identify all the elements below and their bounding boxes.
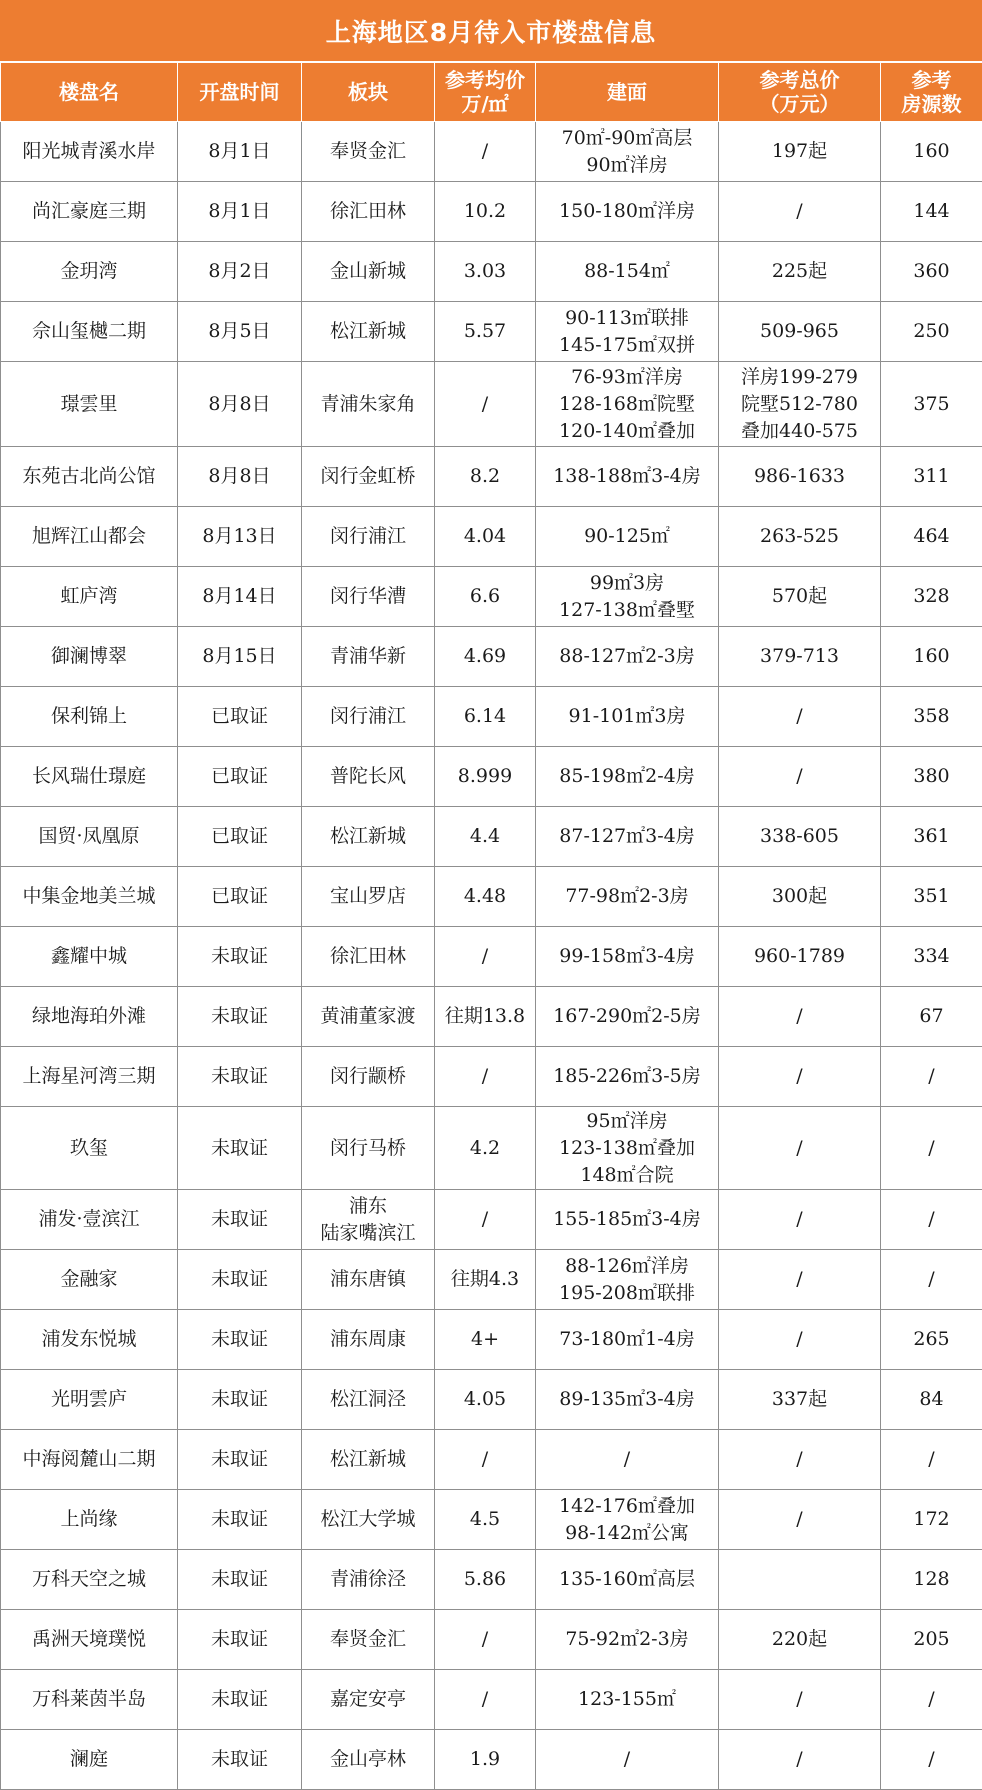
cell-avg-price: 4+ — [435, 1310, 536, 1370]
table-row — [1, 867, 982, 927]
cell-open-date: 已取证 — [178, 867, 302, 927]
cell-total-price: / — [719, 1107, 881, 1190]
cell-district: 徐汇田林 — [302, 927, 435, 987]
cell-total-price — [719, 1550, 881, 1610]
cell-project-name: 尚汇豪庭三期 — [1, 182, 178, 242]
table-row — [1, 507, 982, 567]
cell-project-name: 御澜博翠 — [1, 627, 178, 687]
cell-total-price: / — [719, 1250, 881, 1310]
cell-total-price: 338-605 — [719, 807, 881, 867]
cell-unit-count: / — [881, 1047, 982, 1107]
cell-open-date: 未取证 — [178, 927, 302, 987]
cell-open-date: 未取证 — [178, 1730, 302, 1790]
cell-project-name: 佘山玺樾二期 — [1, 302, 178, 362]
cell-open-date: 未取证 — [178, 1310, 302, 1370]
cell-project-name: 澜庭 — [1, 1730, 178, 1790]
cell-avg-price: 往期13.8 — [435, 987, 536, 1047]
cell-open-date: 未取证 — [178, 1047, 302, 1107]
cell-avg-price: 5.57 — [435, 302, 536, 362]
cell-floor-area: 88-154㎡ — [536, 242, 719, 302]
cell-unit-count: / — [881, 1670, 982, 1730]
cell-open-date: 未取证 — [178, 1430, 302, 1490]
table-row — [1, 447, 982, 507]
cell-unit-count: 358 — [881, 687, 982, 747]
cell-unit-count: 328 — [881, 567, 982, 627]
cell-total-price: / — [719, 747, 881, 807]
header-floor-area: 建面 — [536, 63, 719, 122]
cell-floor-area: 73-180㎡1-4房 — [536, 1310, 719, 1370]
cell-project-name: 璟雲里 — [1, 362, 178, 447]
table-row — [1, 627, 982, 687]
cell-floor-area: 167-290㎡2-5房 — [536, 987, 719, 1047]
cell-floor-area: 185-226㎡3-5房 — [536, 1047, 719, 1107]
cell-floor-area: 123-155㎡ — [536, 1670, 719, 1730]
cell-open-date: 未取证 — [178, 987, 302, 1047]
cell-unit-count: 265 — [881, 1310, 982, 1370]
cell-floor-area: 150-180㎡洋房 — [536, 182, 719, 242]
cell-open-date: 未取证 — [178, 1670, 302, 1730]
cell-avg-price: / — [435, 1670, 536, 1730]
cell-avg-price: / — [435, 927, 536, 987]
header-row — [1, 63, 982, 122]
table-row — [1, 1430, 982, 1490]
cell-unit-count: 334 — [881, 927, 982, 987]
cell-district: 松江新城 — [302, 1430, 435, 1490]
cell-project-name: 保利锦上 — [1, 687, 178, 747]
cell-avg-price: / — [435, 1047, 536, 1107]
cell-floor-area: 99-158㎡3-4房 — [536, 927, 719, 987]
cell-total-price: 986-1633 — [719, 447, 881, 507]
table-row — [1, 1550, 982, 1610]
cell-open-date: 8月1日 — [178, 122, 302, 182]
cell-project-name: 东苑古北尚公馆 — [1, 447, 178, 507]
cell-unit-count: 172 — [881, 1490, 982, 1550]
cell-district: 浦东周康 — [302, 1310, 435, 1370]
cell-unit-count: / — [881, 1430, 982, 1490]
cell-total-price: 379-713 — [719, 627, 881, 687]
header-unit-count: 参考 房源数 — [881, 63, 982, 122]
cell-floor-area: 99㎡3房 127-138㎡叠墅 — [536, 567, 719, 627]
cell-open-date: 未取证 — [178, 1250, 302, 1310]
table-row — [1, 362, 982, 447]
cell-avg-price: 4.69 — [435, 627, 536, 687]
cell-project-name: 绿地海珀外滩 — [1, 987, 178, 1047]
cell-project-name: 金融家 — [1, 1250, 178, 1310]
table-row — [1, 987, 982, 1047]
cell-project-name: 玖玺 — [1, 1107, 178, 1190]
cell-project-name: 长风瑞仕璟庭 — [1, 747, 178, 807]
cell-total-price: 220起 — [719, 1610, 881, 1670]
cell-total-price: 570起 — [719, 567, 881, 627]
cell-district: 金山新城 — [302, 242, 435, 302]
cell-floor-area: 77-98㎡2-3房 — [536, 867, 719, 927]
cell-total-price: 263-525 — [719, 507, 881, 567]
header-open-date: 开盘时间 — [178, 63, 302, 122]
cell-district: 黄浦董家渡 — [302, 987, 435, 1047]
cell-floor-area: 87-127㎡3-4房 — [536, 807, 719, 867]
cell-project-name: 万科莱茵半岛 — [1, 1670, 178, 1730]
cell-open-date: 未取证 — [178, 1370, 302, 1430]
cell-avg-price: 1.9 — [435, 1730, 536, 1790]
cell-unit-count: 160 — [881, 627, 982, 687]
cell-unit-count: 205 — [881, 1610, 982, 1670]
cell-avg-price: 4.05 — [435, 1370, 536, 1430]
cell-floor-area: 91-101㎡3房 — [536, 687, 719, 747]
cell-avg-price: 6.14 — [435, 687, 536, 747]
cell-project-name: 上海星河湾三期 — [1, 1047, 178, 1107]
cell-unit-count: 311 — [881, 447, 982, 507]
cell-unit-count: 128 — [881, 1550, 982, 1610]
cell-total-price: 337起 — [719, 1370, 881, 1430]
table-row — [1, 807, 982, 867]
cell-open-date: 已取证 — [178, 687, 302, 747]
cell-open-date: 未取证 — [178, 1490, 302, 1550]
table-title: 上海地区8月待入市楼盘信息 — [0, 0, 982, 62]
cell-district: 闵行金虹桥 — [302, 447, 435, 507]
cell-unit-count: 380 — [881, 747, 982, 807]
cell-unit-count: 250 — [881, 302, 982, 362]
cell-unit-count: / — [881, 1250, 982, 1310]
cell-avg-price: 4.4 — [435, 807, 536, 867]
cell-project-name: 鑫耀中城 — [1, 927, 178, 987]
cell-open-date: 未取证 — [178, 1610, 302, 1670]
cell-district: 青浦徐泾 — [302, 1550, 435, 1610]
cell-open-date: 未取证 — [178, 1190, 302, 1250]
cell-total-price: / — [719, 687, 881, 747]
cell-unit-count: 84 — [881, 1370, 982, 1430]
cell-unit-count: 67 — [881, 987, 982, 1047]
cell-district: 奉贤金汇 — [302, 122, 435, 182]
cell-floor-area: 138-188㎡3-4房 — [536, 447, 719, 507]
cell-open-date: 8月2日 — [178, 242, 302, 302]
cell-avg-price: 10.2 — [435, 182, 536, 242]
table-row — [1, 242, 982, 302]
cell-district: 浦东唐镇 — [302, 1250, 435, 1310]
cell-unit-count: 360 — [881, 242, 982, 302]
cell-floor-area: 95㎡洋房 123-138㎡叠加 148㎡合院 — [536, 1107, 719, 1190]
cell-avg-price: / — [435, 1430, 536, 1490]
cell-avg-price: 往期4.3 — [435, 1250, 536, 1310]
cell-district: 金山亭林 — [302, 1730, 435, 1790]
cell-avg-price: 4.48 — [435, 867, 536, 927]
header-project-name: 楼盘名 — [1, 63, 178, 122]
cell-district: 青浦华新 — [302, 627, 435, 687]
cell-total-price: 960-1789 — [719, 927, 881, 987]
cell-project-name: 国贸·凤凰原 — [1, 807, 178, 867]
cell-avg-price: / — [435, 362, 536, 447]
table-row — [1, 1250, 982, 1310]
cell-open-date: 已取证 — [178, 807, 302, 867]
cell-unit-count: 375 — [881, 362, 982, 447]
cell-avg-price: 6.6 — [435, 567, 536, 627]
cell-unit-count: 361 — [881, 807, 982, 867]
cell-project-name: 金玥湾 — [1, 242, 178, 302]
table-row — [1, 567, 982, 627]
cell-avg-price: 4.5 — [435, 1490, 536, 1550]
cell-floor-area: 135-160㎡高层 — [536, 1550, 719, 1610]
cell-total-price: 225起 — [719, 242, 881, 302]
cell-project-name: 虹庐湾 — [1, 567, 178, 627]
table-row — [1, 927, 982, 987]
table-row — [1, 687, 982, 747]
cell-open-date: 8月13日 — [178, 507, 302, 567]
cell-project-name: 旭辉江山都会 — [1, 507, 178, 567]
cell-total-price: / — [719, 1047, 881, 1107]
cell-project-name: 上尚缘 — [1, 1490, 178, 1550]
cell-avg-price: 8.2 — [435, 447, 536, 507]
cell-district: 奉贤金汇 — [302, 1610, 435, 1670]
cell-project-name: 万科天空之城 — [1, 1550, 178, 1610]
table-row — [1, 1610, 982, 1670]
cell-avg-price: 5.86 — [435, 1550, 536, 1610]
cell-district: 闵行浦江 — [302, 687, 435, 747]
cell-unit-count: 351 — [881, 867, 982, 927]
table-row — [1, 1370, 982, 1430]
cell-total-price: / — [719, 182, 881, 242]
cell-unit-count: / — [881, 1190, 982, 1250]
table-row — [1, 1490, 982, 1550]
cell-unit-count: / — [881, 1107, 982, 1190]
cell-district: 闵行浦江 — [302, 507, 435, 567]
table-row — [1, 122, 982, 182]
header-district: 板块 — [302, 63, 435, 122]
cell-project-name: 中海阅麓山二期 — [1, 1430, 178, 1490]
cell-district: 闵行华漕 — [302, 567, 435, 627]
cell-floor-area: 88-127㎡2-3房 — [536, 627, 719, 687]
header-total-price: 参考总价 （万元） — [719, 63, 881, 122]
table-row — [1, 302, 982, 362]
cell-floor-area: 90-113㎡联排 145-175㎡双拼 — [536, 302, 719, 362]
cell-floor-area: 89-135㎡3-4房 — [536, 1370, 719, 1430]
cell-district: 徐汇田林 — [302, 182, 435, 242]
cell-total-price: / — [719, 1670, 881, 1730]
cell-open-date: 8月5日 — [178, 302, 302, 362]
cell-unit-count: 160 — [881, 122, 982, 182]
table-row — [1, 1670, 982, 1730]
cell-district: 青浦朱家角 — [302, 362, 435, 447]
cell-total-price: 509-965 — [719, 302, 881, 362]
cell-project-name: 浦发东悦城 — [1, 1310, 178, 1370]
cell-district: 松江新城 — [302, 807, 435, 867]
cell-total-price: / — [719, 1730, 881, 1790]
cell-avg-price: 3.03 — [435, 242, 536, 302]
cell-open-date: 未取证 — [178, 1550, 302, 1610]
cell-open-date: 8月1日 — [178, 182, 302, 242]
table-row — [1, 1730, 982, 1790]
header-avg-price: 参考均价 万/㎡ — [435, 63, 536, 122]
cell-floor-area: 90-125㎡ — [536, 507, 719, 567]
table-row — [1, 1190, 982, 1250]
cell-unit-count: 144 — [881, 182, 982, 242]
cell-floor-area: 88-126㎡洋房 195-208㎡联排 — [536, 1250, 719, 1310]
cell-floor-area: / — [536, 1430, 719, 1490]
cell-district: 嘉定安亭 — [302, 1670, 435, 1730]
cell-district: 闵行马桥 — [302, 1107, 435, 1190]
cell-floor-area: 155-185㎡3-4房 — [536, 1190, 719, 1250]
table-row — [1, 1107, 982, 1190]
cell-total-price: / — [719, 1190, 881, 1250]
cell-open-date: 未取证 — [178, 1107, 302, 1190]
table-row — [1, 1047, 982, 1107]
cell-avg-price: 4.2 — [435, 1107, 536, 1190]
cell-floor-area: 142-176㎡叠加 98-142㎡公寓 — [536, 1490, 719, 1550]
cell-floor-area: / — [536, 1730, 719, 1790]
cell-project-name: 浦发·壹滨江 — [1, 1190, 178, 1250]
cell-project-name: 禹洲天境璞悦 — [1, 1610, 178, 1670]
cell-avg-price: 4.04 — [435, 507, 536, 567]
cell-floor-area: 85-198㎡2-4房 — [536, 747, 719, 807]
cell-total-price: 197起 — [719, 122, 881, 182]
cell-total-price: 洋房199-279 院墅512-780 叠加440-575 — [719, 362, 881, 447]
cell-district: 松江洞泾 — [302, 1370, 435, 1430]
listings-table — [0, 62, 982, 1790]
cell-open-date: 8月8日 — [178, 362, 302, 447]
cell-project-name: 阳光城青溪水岸 — [1, 122, 178, 182]
table-row — [1, 182, 982, 242]
cell-district: 闵行颛桥 — [302, 1047, 435, 1107]
cell-total-price: / — [719, 987, 881, 1047]
cell-open-date: 已取证 — [178, 747, 302, 807]
cell-avg-price: 8.999 — [435, 747, 536, 807]
cell-floor-area: 76-93㎡洋房 128-168㎡院墅 120-140㎡叠加 — [536, 362, 719, 447]
cell-avg-price: / — [435, 1610, 536, 1670]
cell-open-date: 8月14日 — [178, 567, 302, 627]
cell-district: 宝山罗店 — [302, 867, 435, 927]
cell-project-name: 光明雲庐 — [1, 1370, 178, 1430]
cell-district: 普陀长风 — [302, 747, 435, 807]
table-row — [1, 747, 982, 807]
cell-total-price: / — [719, 1430, 881, 1490]
cell-open-date: 8月15日 — [178, 627, 302, 687]
cell-unit-count: 464 — [881, 507, 982, 567]
cell-total-price: / — [719, 1490, 881, 1550]
table-row — [1, 1310, 982, 1370]
cell-avg-price: / — [435, 122, 536, 182]
cell-district: 松江大学城 — [302, 1490, 435, 1550]
cell-total-price: / — [719, 1310, 881, 1370]
cell-unit-count: / — [881, 1730, 982, 1790]
cell-district: 浦东 陆家嘴滨江 — [302, 1190, 435, 1250]
cell-open-date: 8月8日 — [178, 447, 302, 507]
cell-total-price: 300起 — [719, 867, 881, 927]
cell-floor-area: 70㎡-90㎡高层 90㎡洋房 — [536, 122, 719, 182]
cell-floor-area: 75-92㎡2-3房 — [536, 1610, 719, 1670]
cell-district: 松江新城 — [302, 302, 435, 362]
cell-avg-price: / — [435, 1190, 536, 1250]
cell-project-name: 中集金地美兰城 — [1, 867, 178, 927]
